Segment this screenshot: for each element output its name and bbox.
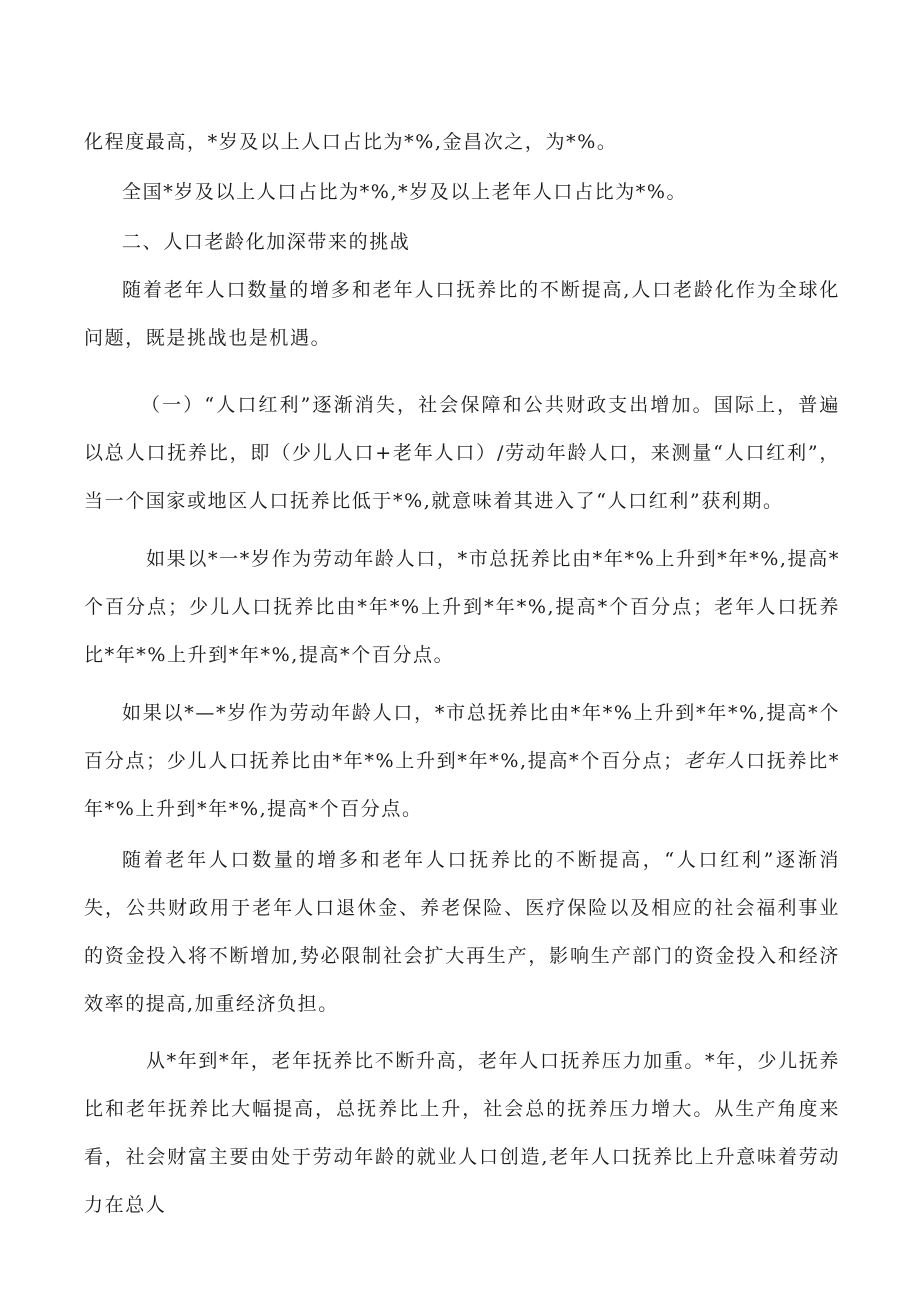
paragraph-dependency-ratio-a: 如果以*一*岁作为劳动年龄人口，*市总抚养比由*年*%上升到*年*%,提高*个百分点；少儿人口抚养比由*年*%上升到*年*%,提高*个百分点；老年人口抚养比*年*%上升到*年*%,提高*个百分点。 [84, 548, 840, 666]
paragraph-dependency-ratio-b-part2: 口抚养比*年*%上升到*年*%,提高*个百分点。 [84, 750, 840, 820]
paragraph-fiscal-burden: 随着老年人口数量的增多和老年人口抚养比的不断提高，“人口红利”逐渐消失，公共财政用于老年人口退休金、养老保险、医疗保险以及相应的社会福利事业的资金投入将不断增加,势必限制社会扩大再生产，影响生产部门的资金投入和经济效率的提高,加重经济负担。 [84, 849, 840, 1015]
paragraph-dependency-pressure: 从*年到*年，老年抚养比不断升高，老年人口抚养压力加重。*年，少儿抚养比和老年抚养比大幅提高，总抚养比上升，社会总的抚养压力增大。从生产角度来看，社会财富主要由处于劳动年龄的就业人口创造,老年人口抚养比上升意味着劳动力在总人 [84, 1050, 840, 1216]
paragraph-demographic-dividend: （一）“人口红利”逐渐消失，社会保障和公共财政支出增加。国际上，普遍以总人口抚养比，即（少儿人口+老年人口）/劳动年龄人口，来测量“人口红利”，当一个国家或地区人口抚养比低于*%,就意味着其进入了“人口红利”获利期。 [84, 394, 840, 512]
paragraph-national-aging-share: 全国*岁及以上人口占比为*%,*岁及以上老年人口占比为*%。 [122, 181, 688, 203]
paragraph-challenge-intro: 随着老年人口数量的增多和老年人口抚养比的不断提高,人口老龄化作为全球化问题，既是挑战也是机遇。 [84, 279, 840, 349]
section-heading-challenges: 二、人口老龄化加深带来的挑战 [122, 231, 411, 253]
paragraph-dependency-ratio-b [84, 689, 840, 833]
paragraph-aging-ranking: 化程度最高，*岁及以上人口占比为*%,金昌次之，为*%。 [84, 131, 618, 153]
paragraph-dependency-ratio-b-italic: 老年人 [683, 750, 747, 772]
paragraph-dependency-ratio-b-part1: 如果以*—*岁作为劳动年龄人口，*市总抚养比由*年*%上升到*年*%,提高*个百分点；少儿人口抚养比由*年*%上升到*年*%,提高*个百分点； [84, 702, 840, 772]
